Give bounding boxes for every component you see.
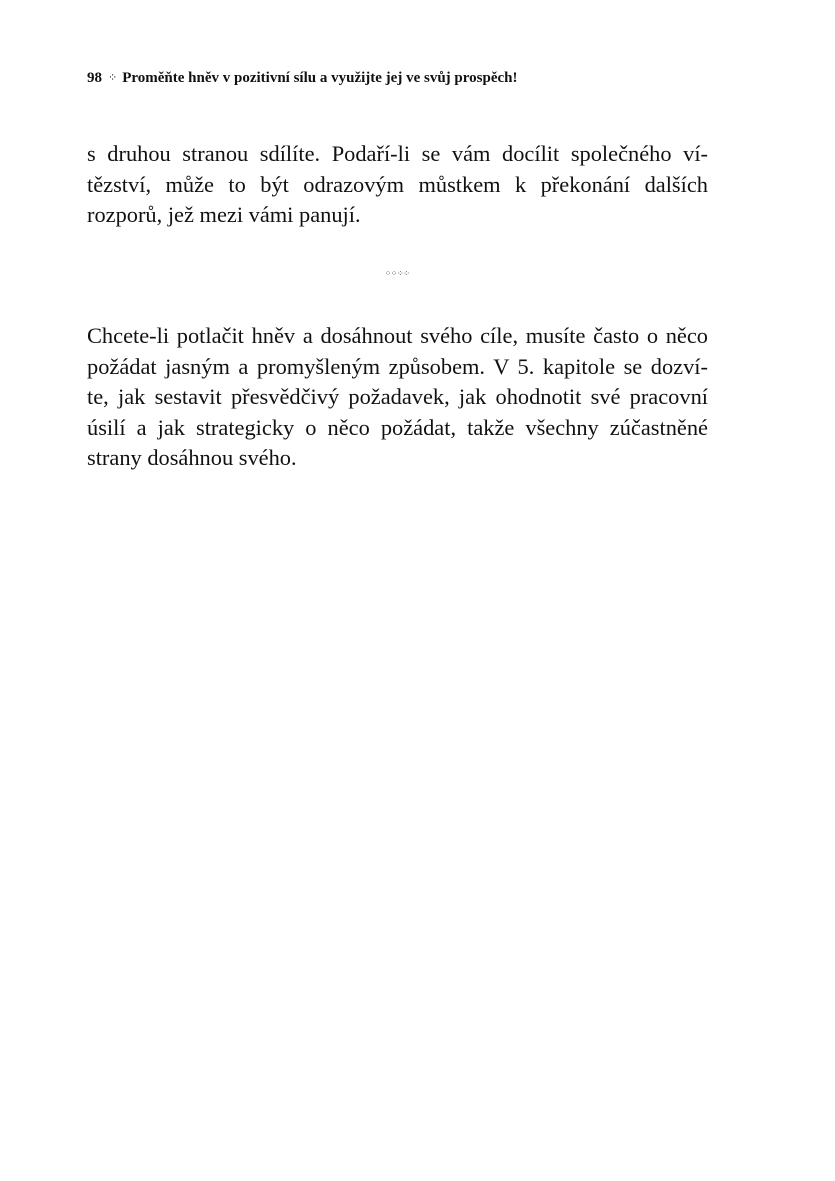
text-line: te, jak sestavit přesvědčivý požadavek, jak ohodnotit své pracovní bbox=[87, 384, 708, 409]
text-line: Chcete-li potlačit hněv a dosáhnout svého cíle, musíte často o něco bbox=[87, 323, 708, 348]
text-line: úsilí a jak strategicky o něco požádat, takže všechny zúčastněné bbox=[87, 414, 708, 440]
text-line: strany dosáhnou svého. bbox=[87, 445, 297, 470]
text-line: s druhou stranou sdílíte. Podaří-li se vám docílit společného ví- bbox=[87, 141, 708, 166]
text-line: požádat jasným a promyšleným způsobem. V 5. kapitole se dozví- bbox=[87, 353, 708, 379]
running-title: Proměňte hněv v pozitivní sílu a využijte jej ve svůj prospěch! bbox=[122, 70, 518, 86]
paragraph-1 bbox=[87, 139, 708, 231]
running-header bbox=[87, 69, 727, 88]
text-line: tězství, může to být odrazovým můstkem k překonání dalších bbox=[87, 171, 708, 197]
page-number: 98 bbox=[87, 70, 102, 86]
text-line: rozporů, jež mezi vámi panují. bbox=[87, 202, 361, 227]
section-separator-icon: ⁘⁘⁘⁘ bbox=[384, 269, 410, 278]
ornament-icon: ⁘ bbox=[108, 72, 117, 84]
paragraph-2 bbox=[87, 321, 708, 474]
